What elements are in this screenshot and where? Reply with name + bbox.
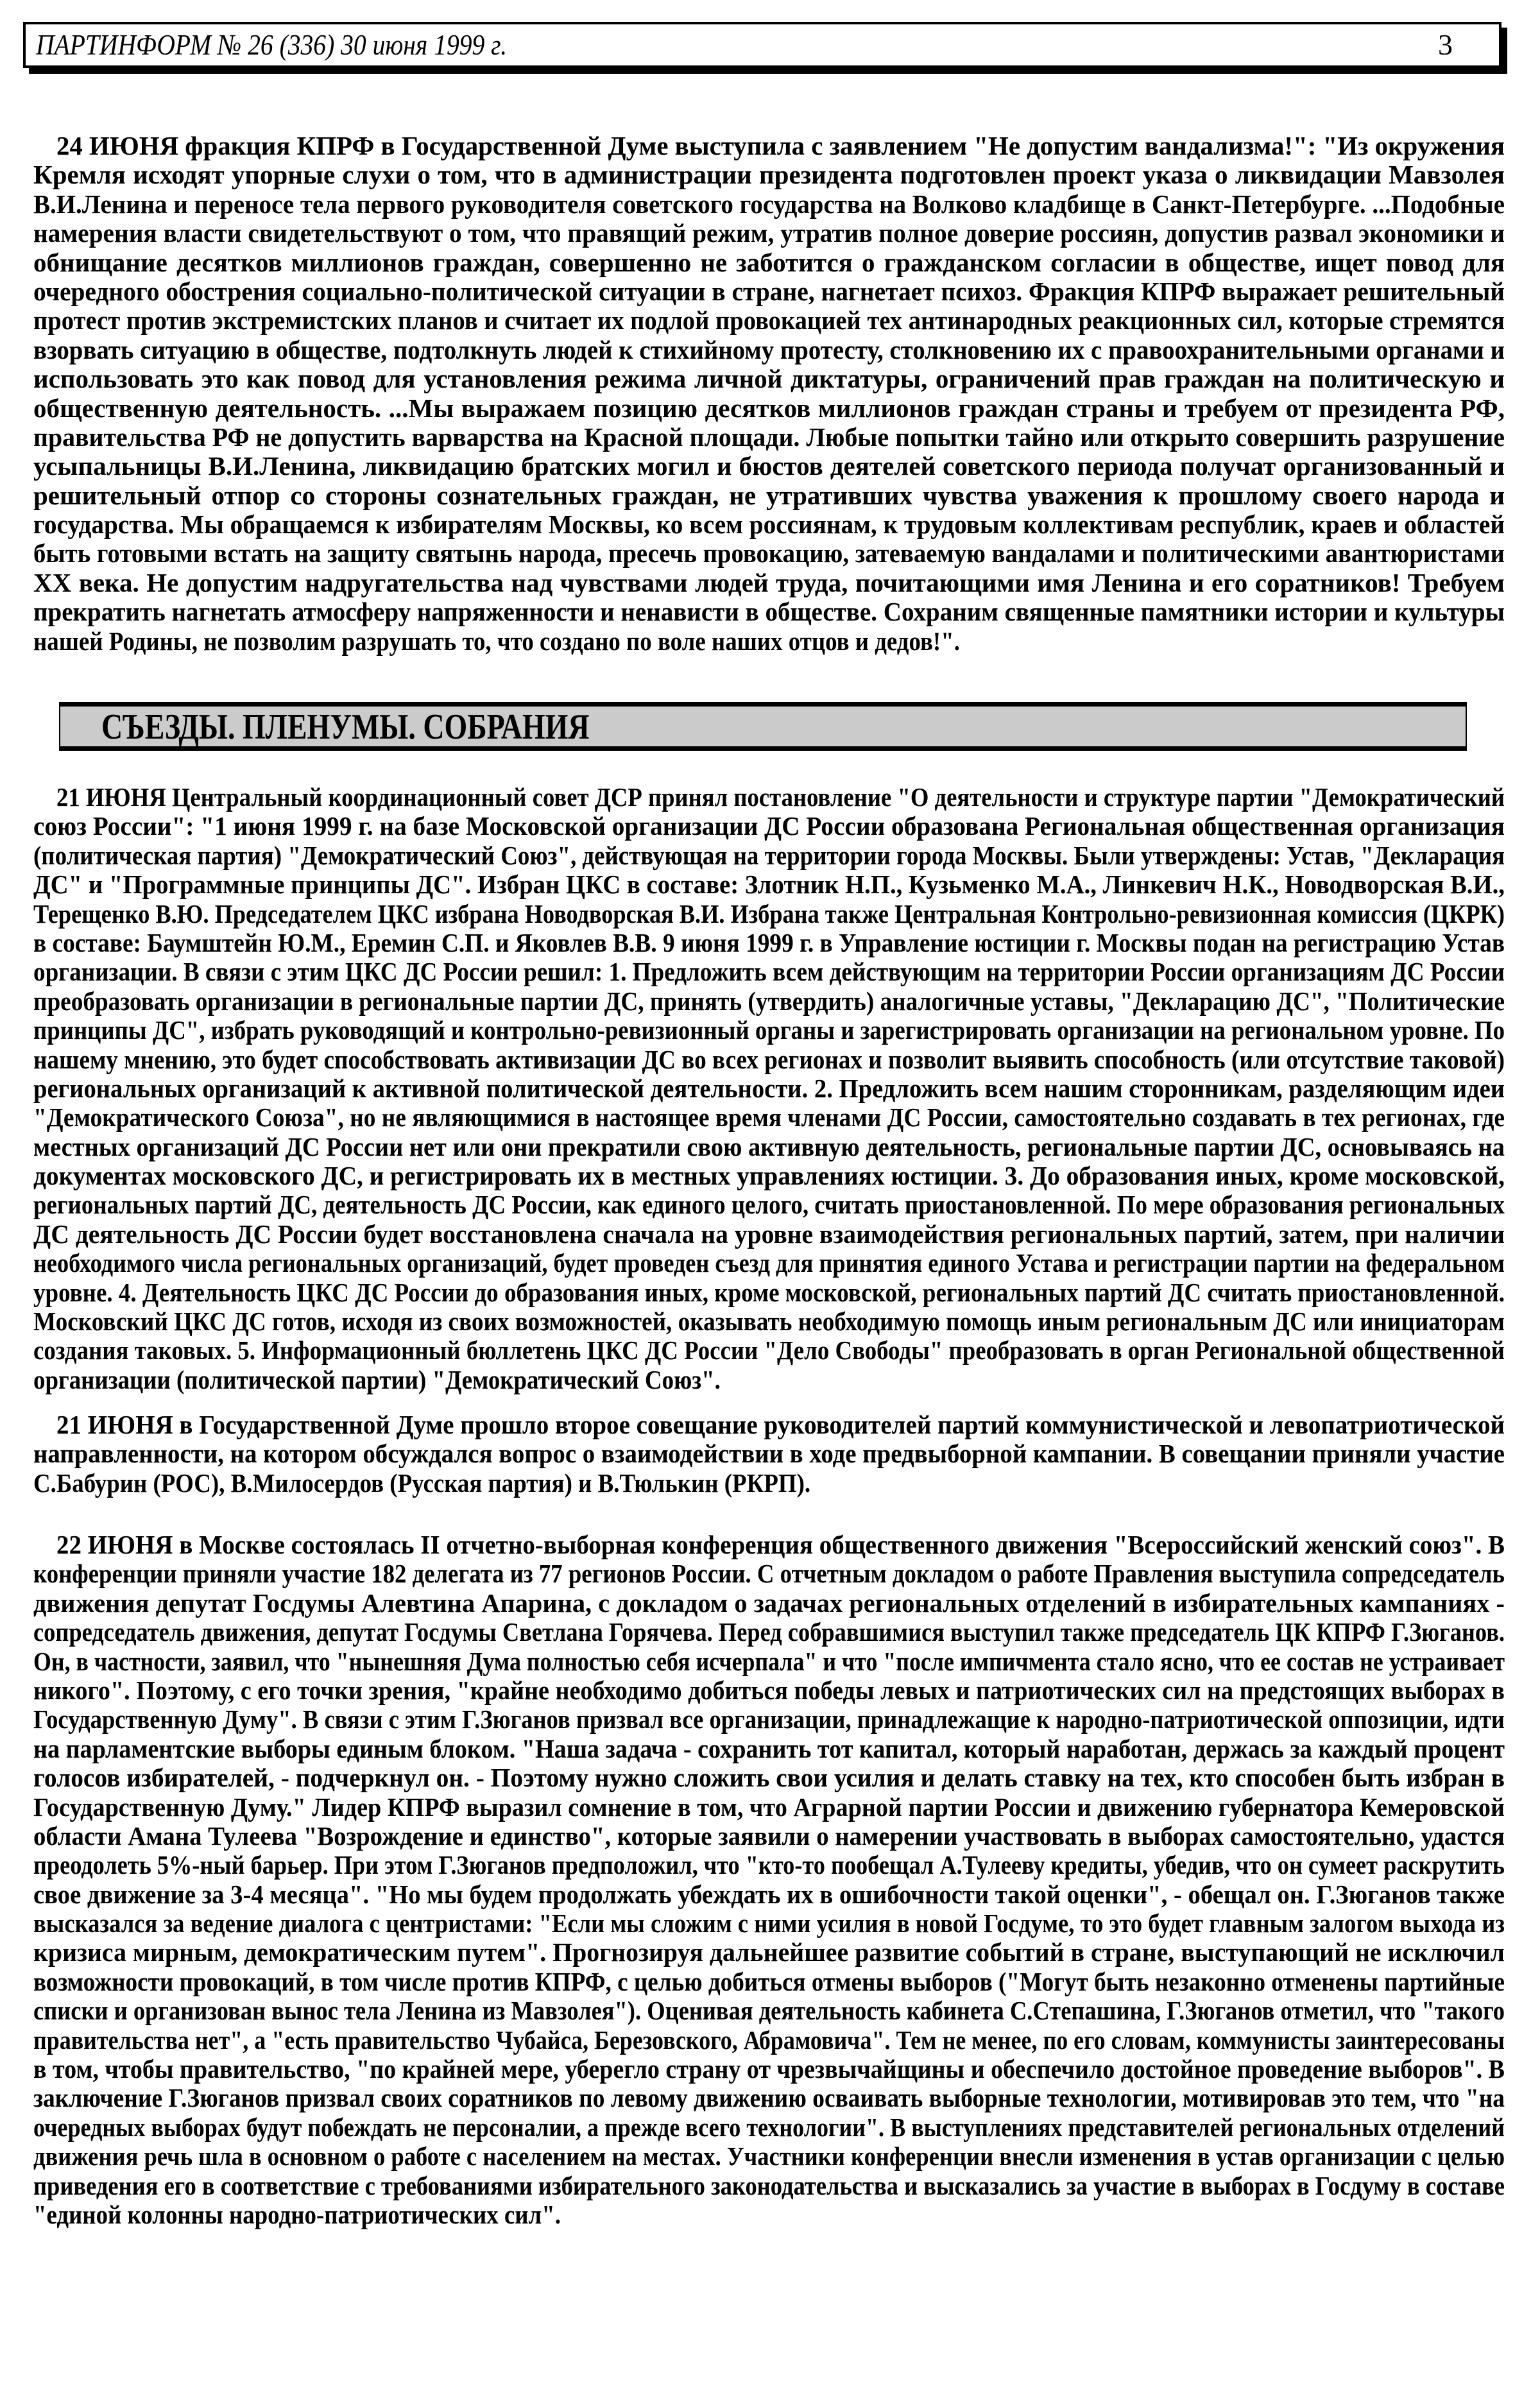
text-line: [33, 2142, 1505, 2171]
text-line: [33, 783, 1505, 812]
text-line: [33, 1589, 1505, 1618]
text-line-content: никого". Поэтому, с его точки зрения, "крайне необходимо добиться победы левых и патриотических сил на предстоящих выборах в: [33, 1675, 1505, 1705]
text-line: [33, 364, 1505, 393]
text-line: [33, 2055, 1505, 2084]
text-line-content: организации. В связи с этим ЦКС ДС России решил: 1. Предложить всем действующим на территории России организациям ДС России: [33, 957, 1505, 987]
text-line: [33, 812, 1505, 841]
text-line-content: усыпальницы В.И.Ленина, ликвидацию братских могил и бюстов деятелей советского периода получат организованный и: [33, 451, 1505, 481]
text-line-content: возможности провокаций, в том числе против КПРФ, с целью добиться отмены выборов ("Могут быть незаконно отменены партийные: [33, 1966, 1505, 1996]
section-header: [59, 702, 1467, 751]
text-line-content: быть готовыми встать на защиту святынь народа, пресечь провокацию, затеваемую вандалами и политическими авантюристами: [33, 538, 1505, 569]
text-line: [33, 1705, 1505, 1734]
text-line-content: принципы ДС", избрать руководящий и контрольно-ревизионный органы и зарегистрировать организации на региональном уровне. По: [33, 1015, 1505, 1045]
text-line-content: Он, в частности, заявил, что "нынешняя Дума полностью себя исчерпала" и что "после импичмента стало ясно, что ее состав не устраивает: [33, 1646, 1505, 1676]
text-line-content: использовать это как повод для установления режима личной диктатуры, ограничений прав граждан на политическую и: [33, 364, 1505, 394]
text-line-content: области Амана Тулеева "Возрождение и единство", которые заявили о намерении участвовать в выборах самостоятельно, удастся: [33, 1821, 1505, 1851]
text-line-content: XX века. Не допустим надругательства над чувствами людей труда, почитающими имя Ленина и его соратников! Требуем: [33, 567, 1505, 597]
text-line-content: нашему мнению, это будет способствовать активизации ДС во всех регионах и позволит выявить способность (или отсутствие таковой): [33, 1044, 1505, 1074]
newsletter-issue-title: ПАРТИНФОРМ № 26 (336) 30 июня 1999 г.: [36, 28, 507, 61]
text-line-content: преодолеть 5%-ный барьер. При этом Г.Зюганов предположил, что "кто-то пообещал А.Тулееву кредиты, убедив, что он сумеет раскрутить: [33, 1850, 1505, 1880]
article-paragraph: [33, 783, 1505, 1394]
text-line-content: протест против экстремистских планов и считает их подлой провокацией тех антинародных реакционных сил, которые стремятся: [33, 305, 1505, 336]
text-line-content: уровне. 4. Деятельность ЦКС ДС России до образования иных, кроме московской, региональных партий ДС считать приостановленной.: [33, 1277, 1505, 1307]
text-line: [33, 1307, 1505, 1336]
text-line-content: государства. Мы обращаемся к избирателям Москвы, ко всем россиянам, к трудовым коллективам республик, краев и областей: [33, 510, 1505, 540]
text-line: [33, 569, 1505, 597]
text-line: [33, 1822, 1505, 1851]
text-line: [33, 1938, 1505, 1967]
text-line: [33, 1763, 1505, 1792]
text-line: [33, 1530, 1505, 1559]
text-line-content: 22 ИЮНЯ в Москве состоялась II отчетно-выборная конференция общественного движения "Всероссийский женский союз". В: [56, 1530, 1505, 1559]
text-line: [33, 870, 1505, 899]
text-line: [33, 1851, 1505, 1880]
text-line: [33, 1278, 1505, 1307]
text-line: [33, 1793, 1505, 1822]
text-line: [33, 1880, 1505, 1909]
text-line: [33, 248, 1505, 277]
text-line-content: региональных организаций к активной политической деятельности. 2. Предложить всем нашим сторонникам, разделяющим идеи: [33, 1073, 1505, 1103]
text-line: [33, 190, 1505, 219]
text-line: [33, 987, 1505, 1016]
text-line-content: очередных выборах будут побеждать не персоналии, а прежде всего технологии". В выступлениях представителей региональных отделений: [33, 2112, 1505, 2142]
text-line: [33, 1220, 1505, 1249]
article-paragraph: [33, 132, 1505, 656]
text-line: [33, 1016, 1505, 1045]
text-line-content: направленности, на котором обсуждался вопрос о взаимодействии в ходе предвыборной кампании. В совещании приняли участие: [33, 1439, 1505, 1469]
text-line: [33, 929, 1505, 957]
text-line-content: 24 ИЮНЯ фракция КПРФ в Государственной Думе выступила с заявлением "Не допустим вандализма!": "Из окружения: [56, 131, 1505, 160]
text-line: [33, 1967, 1505, 1996]
text-line: [33, 1249, 1505, 1278]
text-line: [33, 597, 1505, 626]
text-line: [33, 2113, 1505, 2142]
text-line-content: 21 ИЮНЯ Центральный координационный совет ДСР принял постановление "О деятельности и структуре партии "Демократический: [56, 782, 1505, 812]
text-line: [33, 1676, 1505, 1705]
text-line-content: ДС деятельность ДС России будет восстановлена сначала на уровне взаимодействия региональных партий, затем, при наличии: [33, 1219, 1505, 1249]
text-line-content: С.Бабурин (РОС), В.Милосердов (Русская партия) и В.Тюлькин (РКРП).: [33, 1468, 811, 1498]
text-line-content: Московский ЦКС ДС готов, исходя из своих возможностей, оказывать необходимую помощь иным региональным ДС или инициаторам: [33, 1307, 1505, 1337]
text-line-content: движения депутат Госдумы Алевтина Апарина, с докладом о задачах региональных отделений в избирательных кампаниях -: [33, 1588, 1505, 1618]
text-line: [33, 1336, 1505, 1365]
text-line-content: приведения его в соответствие с требованиями избирательного законодательства и высказались за участие в выборах в Госдуму в составе: [33, 2170, 1505, 2200]
text-line: [33, 336, 1505, 364]
text-line-content: взорвать ситуацию в обществе, подтолкнуть людей к стихийному протесту, столкновению их с правоохранительными органами и: [33, 334, 1505, 364]
newsletter-header: [23, 22, 1502, 68]
text-line: [33, 1074, 1505, 1103]
article-paragraph: [33, 1410, 1505, 1498]
text-line-content: документах московского ДС, и регистрировать их в местных управлениях юстиции. 3. До образования иных, кроме московской,: [33, 1161, 1505, 1191]
text-line-content: Терещенко В.Ю. Председателем ЦКС избрана Новодворская В.И. Избрана также Центральная Контрольно-ревизионная комиссия (ЦКРК): [33, 898, 1505, 929]
text-line: [33, 1190, 1505, 1219]
text-line: [33, 1735, 1505, 1763]
text-line: [33, 1133, 1505, 1161]
text-line: [33, 394, 1505, 423]
text-line: [33, 1103, 1505, 1132]
text-line-content: преобразовать организации в региональные партии ДС, принять (утвердить) аналогичные уставы, "Декларацию ДС", "Политические: [33, 986, 1505, 1016]
text-line: [33, 841, 1505, 870]
text-line: [33, 539, 1505, 568]
text-line: [33, 2200, 1505, 2229]
text-line-content: правительства нет", а "есть правительство Чубайса, Березовского, Абрамовича". Тем не менее, по его словам, коммунисты заинтересованы: [33, 2025, 1505, 2055]
text-line-content: свое движение за 3-4 месяца". "Но мы будем продолжать убеждать их в ошибочности такой оценки", - обещал он. Г.Зюганов также: [33, 1879, 1505, 1909]
text-line: [33, 423, 1505, 452]
text-line: [33, 1618, 1505, 1647]
section-title: СЪЕЗДЫ. ПЛЕНУМЫ. СОБРАНИЯ: [101, 707, 590, 747]
text-line: [33, 1559, 1505, 1588]
text-line: [33, 1439, 1505, 1468]
text-line: [33, 1410, 1505, 1439]
text-line-content: решительный отпор со стороны сознательных граждан, не утративших чувства уважения к прошлому своего народа и: [33, 480, 1505, 510]
text-line: [33, 1909, 1505, 1938]
text-line-content: региональных партий ДС, деятельность ДС России, как единого целого, считать приостановленной. По мере образования региональных: [33, 1190, 1505, 1220]
text-line: [33, 452, 1505, 481]
text-line-content: организации (политической партии) "Демократический Союз".: [33, 1364, 721, 1394]
text-line: [33, 900, 1505, 929]
text-line-content: Кремля исходят упорные слухи о том, что в администрации президента подготовлен проект указа о ликвидации Мавзолея: [33, 160, 1505, 190]
text-line: [33, 510, 1505, 539]
text-line: [33, 2026, 1505, 2055]
text-line-content: конференции приняли участие 182 делегата из 77 регионов России. С отчетным докладом о работе Правления выступила сопредседатель: [33, 1559, 1505, 1589]
text-line-content: необходимого числа региональных организаций, будет проведен съезд для принятия единого Устава и регистрации партии на федеральном: [33, 1248, 1505, 1278]
text-line-content: очередного обострения социально-политической ситуации в стране, нагнетает психоз. Фракция КПРФ выражает решительный: [33, 276, 1505, 306]
text-line: [33, 1469, 1505, 1498]
text-line: [33, 160, 1505, 189]
text-line: [33, 277, 1505, 306]
text-line-content: списки и организован вынос тела Ленина из Мавзолея"). Оценивая деятельность кабинета С.Степашина, Г.Зюганов отметил, что "такого: [33, 1996, 1505, 2026]
text-line-content: (политическая партия) "Демократический Союз", действующая на территории города Москвы. Были утверждены: Устав, "Декларация: [33, 840, 1505, 870]
text-line: [33, 2084, 1505, 2112]
text-line-content: создания таковых. 5. Информационный бюллетень ЦКС ДС России "Дело Свободы" преобразовать в орган Региональной общественной: [33, 1335, 1505, 1366]
text-line-content: союз России": "1 июня 1999 г. на базе Московской организации ДС России образована Региональная общественная организация: [33, 811, 1505, 841]
text-line-content: "Демократического Союза", но не являющимися в настоящее время членами ДС России, самостоятельно создавать в тех регионах, где: [33, 1102, 1505, 1133]
text-line-content: правительства РФ не допустить варварства на Красной площади. Любые попытки тайно или открыто совершить разрушение: [33, 422, 1505, 452]
text-line-content: сопредседатель движения, депутат Госдумы Светлана Горячева. Перед собравшимися выступил также председатель ЦК КПРФ Г.Зюганов.: [33, 1617, 1505, 1647]
text-line: [33, 1161, 1505, 1190]
text-line-content: В.И.Ленина и переносе тела первого руководителя советского государства на Волково кладбище в Санкт-Петербурге. ...Подобные: [33, 189, 1505, 219]
text-line-content: Государственную Думу". В связи с этим Г.Зюганов призвал все организации, принадлежащие к народно-патриотической оппозиции, идти: [33, 1704, 1505, 1735]
text-line-content: в том, чтобы правительство, "по крайней мере, уберегло страну от чрезвычайщины и обеспечило достойное проведение выборов". В: [33, 2054, 1505, 2084]
text-line-content: заключение Г.Зюганов призвал своих соратников по левому движению осваивать выборные технологии, мотивировав это тем, что "на: [33, 2083, 1505, 2113]
text-line: [33, 132, 1505, 160]
text-line-content: голосов избирателей, - подчеркнул он. - Поэтому нужно сложить свои усилия и делать ставку на тех, кто способен быть избран в: [33, 1763, 1505, 1793]
text-line: [33, 1647, 1505, 1676]
text-line-content: движения речь шла в основном о работе с населением на местах. Участники конференции внесли изменения в устав организации с целью: [33, 2141, 1505, 2172]
text-line-content: "единой колонны народно-патриотических сил".: [33, 2199, 561, 2229]
text-line-content: высказался за ведение диалога с центристами: "Если мы сложим с ними усилия в новой Госдуме, то это будет главным залогом выхода из: [33, 1908, 1505, 1939]
text-line: [33, 1366, 1505, 1394]
text-line-content: на парламентские выборы единым блоком. "Наша задача - сохранить тот капитал, который наработан, держась за каждый процент: [33, 1733, 1505, 1763]
text-line: [33, 2172, 1505, 2200]
text-line-content: прекратить нагнетать атмосферу напряженности и ненависти в обществе. Сохраним священные памятники истории и культуры: [33, 597, 1505, 627]
text-line-content: ДС" и "Программные принципы ДС". Избран ЦКС в составе: Злотник Н.П., Кузьменко М.А., Линкевич Н.К., Новодворская В.И.,: [33, 870, 1505, 900]
text-line-content: намерения власти свидетельствуют о том, что правящий режим, утратив полное доверие россиян, допустив развал экономики и: [33, 218, 1505, 248]
text-line: [33, 1996, 1505, 2025]
article-paragraph: [33, 1530, 1505, 2229]
text-line-content: местных организаций ДС России нет или они прекратили свою активную деятельность, региональные партии ДС, основываясь на: [33, 1131, 1505, 1161]
text-line-content: Государственную Думу." Лидер КПРФ выразил сомнение в том, что Аграрной партии России и движению губернатора Кемеровской: [33, 1792, 1505, 1822]
text-line-content: общественную деятельность. ...Мы выражаем позицию десятков миллионов граждан страны и требуем от президента РФ,: [33, 393, 1505, 423]
text-line-content: нашей Родины, не позволим разрушать то, что создано по воле наших отцов и дедов!".: [33, 626, 960, 656]
text-line-content: в составе: Баумштейн Ю.М., Еремин С.П. и Яковлев В.В. 9 июня 1999 г. в Управление юстиции г. Москвы подан на регистрацию Устав: [33, 927, 1505, 957]
text-line: [33, 1045, 1505, 1074]
text-line: [33, 627, 1505, 656]
text-line-content: обнищание десятков миллионов граждан, совершенно не заботится о гражданском согласии в обществе, ищет повод для: [33, 247, 1505, 277]
text-line-content: 21 ИЮНЯ в Государственной Думе прошло второе совещание руководителей партий коммунистической и левопатриотической: [56, 1410, 1505, 1439]
text-line: [33, 481, 1505, 510]
text-line-content: кризиса мирным, демократическим путем". Прогнозируя дальнейшее развитие событий в стране, выступающий не исключил: [33, 1937, 1505, 1967]
page-number: 3: [1438, 28, 1453, 61]
text-line: [33, 957, 1505, 986]
text-line: [33, 306, 1505, 335]
text-line: [33, 219, 1505, 248]
